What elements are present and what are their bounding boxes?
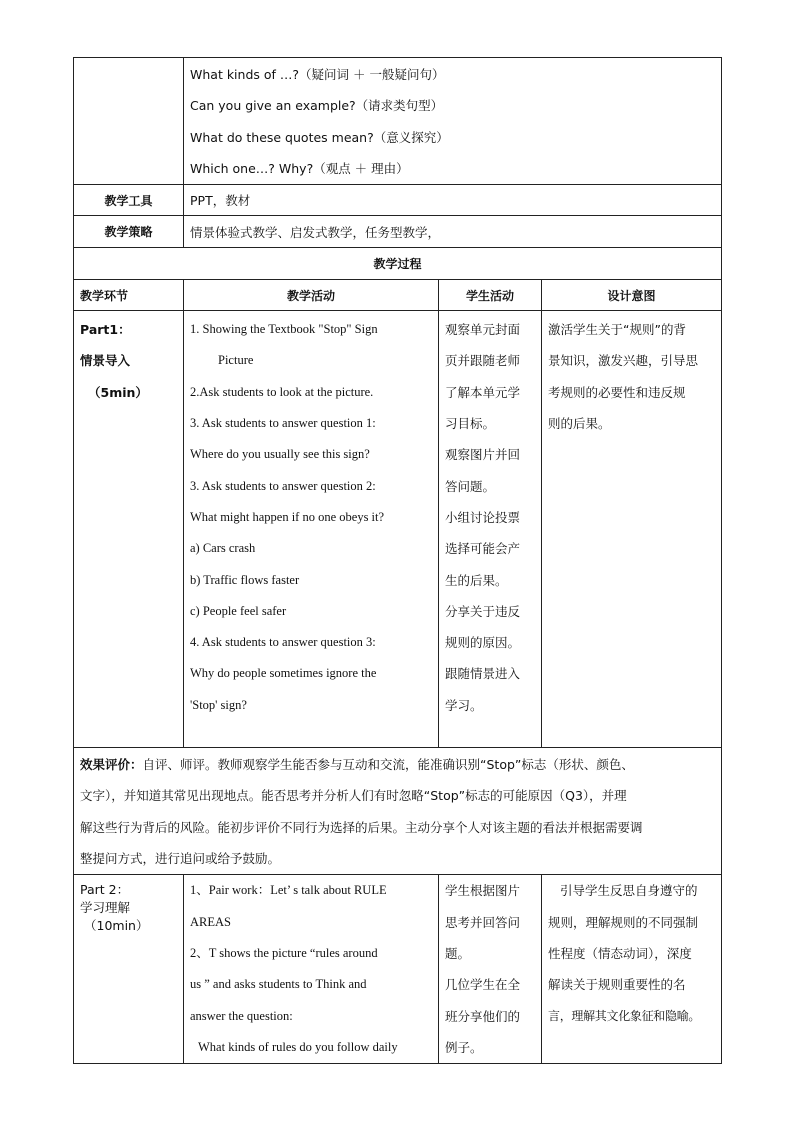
student-line: 生的后果。 [445, 572, 508, 588]
student-line: 例子。 [445, 1039, 483, 1055]
part1-teacher-activity [184, 311, 439, 748]
evaluation-line: 解这些行为背后的风险。能初步评价不同行为选择的后果。主动分享个人对该主题的看法并根据需要调 [80, 819, 643, 835]
activity-line: c) People feel safer [190, 603, 287, 618]
activity-line: 3. Ask students to answer question 2: [190, 478, 376, 493]
activity-line: What kinds of rules do you follow daily [198, 1039, 398, 1054]
activity-line: 4. Ask students to answer question 3: [190, 635, 376, 650]
student-line: 几位学生在全 [445, 977, 521, 993]
teaching-strategy-row [74, 216, 722, 248]
intent-line: 激活学生关于“规则”的背 [548, 322, 686, 338]
student-line: 规则的原因。 [445, 635, 521, 651]
part1-row [74, 311, 722, 748]
activity-line: 1. Showing the Textbook "Stop" Sign [190, 322, 378, 337]
header-stage: 教学环节 [74, 280, 184, 311]
student-line: 思考并回答问 [445, 914, 521, 930]
student-line: 选择可能会产 [445, 541, 521, 557]
student-line: 学生根据图片 [445, 883, 521, 899]
intent-line: 则的后果。 [548, 416, 611, 432]
student-line: 页并跟随老师 [445, 353, 521, 369]
evaluation-line: 整提问方式，进行追问或给予鼓励。 [80, 851, 281, 867]
student-line: 小组讨论投票 [445, 509, 521, 525]
activity-line: Picture [218, 353, 254, 368]
student-line: 了解本单元学 [445, 384, 521, 400]
header-student-activity: 学生活动 [439, 280, 542, 311]
student-line: 分享关于违反 [445, 603, 521, 619]
evaluation-row [74, 748, 722, 875]
lesson-plan-table [73, 57, 722, 1064]
part2-teacher-activity [184, 875, 439, 1064]
activity-line: a) Cars crash [190, 541, 256, 556]
question-line: What do these quotes mean?（意义探究） [190, 129, 449, 145]
activity-line: b) Traffic flows faster [190, 572, 300, 587]
activity-line: AREAS [190, 914, 231, 929]
part2-name: Part 2： [80, 882, 130, 898]
activity-line: 'Stop' sign? [190, 697, 247, 712]
activity-line: Where do you usually see this sign? [190, 447, 370, 462]
question-line: Which one…? Why?（观点 ＋ 理由） [190, 160, 409, 176]
part2-stage-cell [74, 875, 184, 1064]
process-title: 教学过程 [74, 248, 722, 280]
intent-line: 景知识，激发兴趣，引导思 [548, 353, 699, 369]
evaluation-line [80, 749, 715, 780]
teaching-tools-label: 教学工具 [74, 185, 184, 216]
activity-line: us ” and asks students to Think and [190, 977, 367, 992]
activity-line: What might happen if no one obeys it? [190, 509, 385, 524]
question-types-cell [184, 58, 722, 185]
student-line: 题。 [445, 945, 471, 961]
part2-design-intent [542, 875, 722, 1064]
question-line: Can you give an example?（请求类句型） [190, 98, 444, 114]
header-design-intent: 设计意图 [542, 280, 722, 311]
part2-time: （10min） [84, 918, 149, 934]
intent-line: 规则，理解规则的不同强制 [548, 914, 699, 930]
intent-line: 引导学生反思自身遵守的 [560, 883, 698, 899]
teaching-tools-row [74, 185, 722, 216]
activity-line: 3. Ask students to answer question 1: [190, 416, 376, 431]
activity-line: 2.Ask students to look at the picture. [190, 384, 374, 399]
question-types-row [74, 58, 722, 185]
intent-line: 言，理解其文化象征和隐喻。 [548, 1008, 701, 1023]
evaluation-label: 效果评价： [80, 757, 143, 773]
student-line: 观察单元封面 [445, 322, 521, 338]
teaching-tools-value: PPT，教材 [184, 185, 722, 216]
lesson-plan-page [73, 57, 721, 1064]
part2-student-activity [439, 875, 542, 1064]
student-line: 习目标。 [445, 416, 496, 432]
evaluation-line: 文字），并知道其常见出现地点。能否思考并分析人们有时忽略“Stop”标志的可能原因（Q3），并理 [80, 788, 627, 804]
activity-line: 2、T shows the picture “rules around [190, 945, 378, 960]
student-line: 答问题。 [445, 478, 496, 494]
part1-stage-cell [74, 311, 184, 748]
part1-time: （5min） [88, 384, 148, 400]
teaching-strategy-label: 教学策略 [74, 216, 184, 248]
question-line: What kinds of …?（疑问词 ＋ 一般疑问句） [190, 67, 445, 82]
intent-line: 性程度（情态动词），深度 [548, 945, 692, 961]
column-header-row [74, 280, 722, 311]
student-line: 班分享他们的 [445, 1008, 521, 1024]
intent-line: 考规则的必要性和违反规 [548, 384, 686, 400]
part2-row [74, 875, 722, 1064]
student-line: 学习。 [445, 697, 483, 713]
empty-label-cell [74, 58, 184, 185]
process-title-row [74, 248, 722, 280]
evaluation-text: 自评、师评。教师观察学生能否参与互动和交流，能准确识别“Stop”标志（形状、颜色、 [142, 757, 634, 773]
activity-line: answer the question: [190, 1008, 293, 1023]
activity-line: 1、Pair work：Let’ s talk about RULE [190, 883, 387, 898]
part1-title: 情景导入 [80, 353, 131, 369]
student-line: 观察图片并回 [445, 447, 521, 463]
part1-design-intent [542, 311, 722, 748]
student-line: 跟随情景进入 [445, 666, 521, 682]
part2-title: 学习理解 [80, 900, 131, 916]
header-teacher-activity: 教学活动 [184, 280, 439, 311]
teaching-strategy-value: 情景体验式教学、启发式教学，任务型教学， [184, 216, 722, 248]
part1-name: Part1： [80, 322, 131, 338]
activity-line: Why do people sometimes ignore the [190, 666, 377, 681]
part1-student-activity [439, 311, 542, 748]
evaluation-cell [74, 748, 722, 875]
intent-line: 解读关于规则重要性的名 [548, 977, 686, 993]
